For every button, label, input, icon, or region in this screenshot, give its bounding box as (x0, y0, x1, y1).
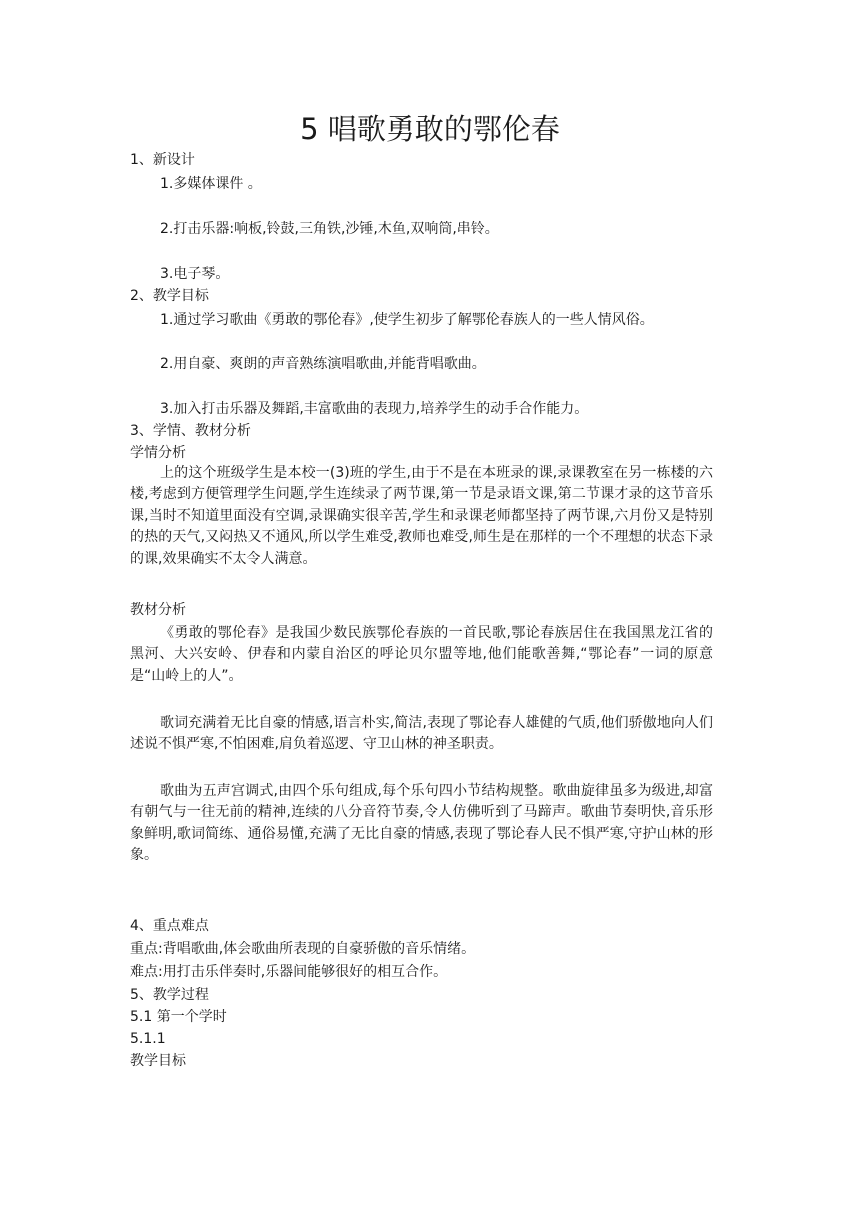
list-item: 3.电子琴。 (160, 266, 230, 282)
list-item: 2.用自豪、爽朗的声音熟练演唱歌曲,并能背唱歌曲。 (160, 356, 486, 372)
difficulty-point: 难点:用打击乐伴奏时,乐器间能够很好的相互合作。 (130, 964, 448, 980)
subsection-heading: 教材分析 (130, 602, 186, 618)
list-item: 1.多媒体课件 。 (160, 176, 262, 192)
list-item: 1.通过学习歌曲《勇敢的鄂伦春》,使学生初步了解鄂伦春族人的一些人情风俗。 (160, 312, 654, 328)
subsection-heading: 学情分析 (130, 445, 186, 461)
section-heading: 5、教学过程 (130, 987, 209, 1003)
section-heading: 4、重点难点 (130, 918, 209, 934)
paragraph: 歌词充满着无比自豪的情感,语言朴实,简洁,表现了鄂论春人雄健的气质,他们骄傲地向人们述说不惧严寒,不怕困难,肩负着巡逻、守卫山林的神圣职责。 (130, 715, 713, 753)
subsection-heading: 5.1.1 (130, 1031, 166, 1047)
document-title: 5 唱歌勇敢的鄂伦春 (300, 112, 560, 146)
key-point: 重点:背唱歌曲,体会歌曲所表现的自豪骄傲的音乐情绪。 (130, 941, 476, 957)
subsection-heading: 5.1 第一个学时 (130, 1009, 227, 1025)
list-item: 3.加入打击乐器及舞蹈,丰富歌曲的表现力,培养学生的动手合作能力。 (160, 401, 589, 417)
list-item: 2.打击乐器:响板,铃鼓,三角铁,沙锤,木鱼,双响筒,串铃。 (160, 221, 499, 237)
subsection-heading: 教学目标 (130, 1053, 186, 1069)
paragraph: 歌曲为五声宫调式,由四个乐句组成,每个乐句四小节结构规整。歌曲旋律虽多为级进,却富有朝气与一往无前的精神,连续的八分音符节奏,令人仿佛听到了马蹄声。歌曲节奏明快,音乐形象鲜明,歌词简练、通俗易懂,充满了无比自豪的情感,表现了鄂论春人民不惧严寒,守护山林的形象。 (130, 783, 713, 864)
paragraph: 《勇敢的鄂伦春》是我国少数民族鄂伦春族的一首民歌,鄂论春族居住在我国黑龙江省的 黑河、大兴安岭、伊春和内蒙自治区的呼论贝尔盟等地,他们能歌善舞,“鄂论春”一词的原意是“山岭上的人”。 (130, 625, 713, 684)
paragraph: 上的这个班级学生是本校一(3)班的学生,由于不是在本班录的课,录课教室在另一栋楼的六楼,考虑到方便管理学生问题,学生连续录了两节课,第一节是录语文课,第二节课才录的这节音乐课,当时不知道里面没有空调,录课确实很辛苦,学生和录课老师都坚持了两节课,六月份又是特别的热的天气,又闷热又不通风,所以学生难受,教师也难受,师生是在那样的一个不理想的状态下录的课,效果确实不太令人满意。 (130, 465, 713, 567)
section-heading: 1、新设计 (130, 152, 195, 168)
section-heading: 3、学情、教材分析 (130, 423, 251, 439)
section-heading: 2、教学目标 (130, 288, 209, 304)
